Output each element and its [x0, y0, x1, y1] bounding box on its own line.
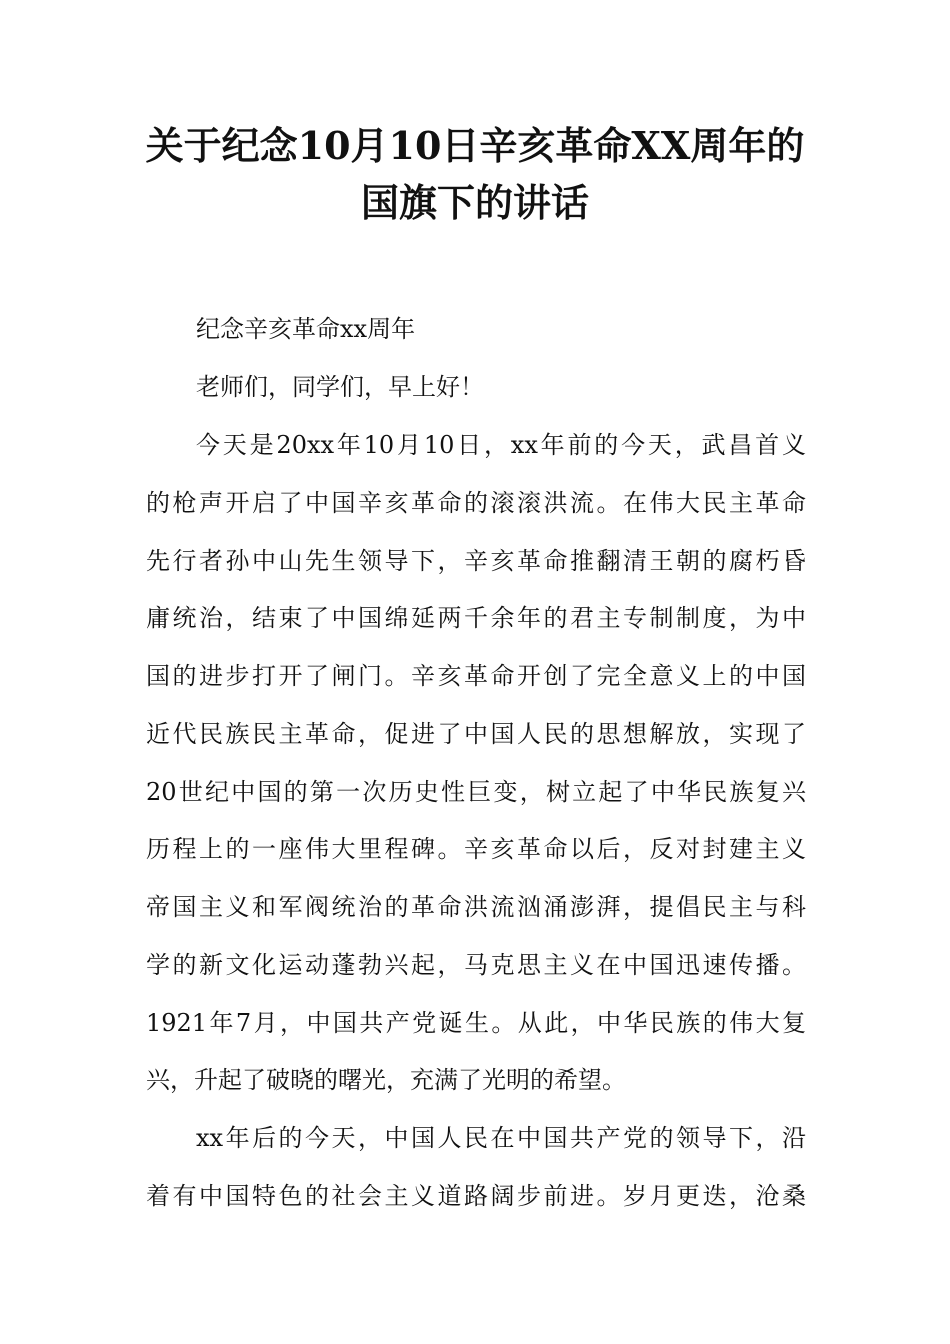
paragraph-1-line: 近代民族民主革命，促进了中国人民的思想解放，实现了	[146, 720, 806, 748]
paragraph-1-line: 先行者孙中山先生领导下，辛亥革命推翻清王朝的腐朽昏	[146, 547, 806, 575]
document-title-line-2: 国旗下的讲话	[360, 180, 589, 225]
paragraph-1-line: 国的进步打开了闸门。辛亥革命开创了完全意义上的中国	[146, 662, 806, 690]
speech-greeting: 老师们，同学们，早上好！	[196, 373, 484, 401]
paragraph-2-line: 着有中国特色的社会主义道路阔步前进。岁月更迭，沧桑	[146, 1182, 806, 1210]
document-title-line-1: 关于纪念10月10日辛亥革命XX周年的	[145, 123, 805, 168]
paragraph-1-line: 20世纪中国的第一次历史性巨变，树立起了中华民族复兴	[146, 778, 806, 806]
paragraph-1-line: 学的新文化运动蓬勃兴起，马克思主义在中国迅速传播。	[146, 951, 806, 979]
paragraph-1-line: 帝国主义和军阀统治的革命洪流汹涌澎湃，提倡民主与科	[146, 893, 806, 921]
speech-subtitle: 纪念辛亥革命xx周年	[196, 315, 416, 343]
paragraph-1-line: 历程上的一座伟大里程碑。辛亥革命以后，反对封建主义	[146, 835, 806, 863]
paragraph-1-line: 的枪声开启了中国辛亥革命的滚滚洪流。在伟大民主革命	[146, 489, 806, 517]
paragraph-1-line: 庸统治，结束了中国绵延两千余年的君主专制制度，为中	[146, 604, 806, 632]
paragraph-1-line: 今天是20xx年10月10日，xx年前的今天，武昌首义	[196, 431, 806, 459]
paragraph-2-line: xx年后的今天，中国人民在中国共产党的领导下，沿	[196, 1124, 806, 1152]
paragraph-1-line: 兴，升起了破晓的曙光，充满了光明的希望。	[146, 1066, 626, 1094]
paragraph-1-line: 1921年7月，中国共产党诞生。从此，中华民族的伟大复	[146, 1009, 806, 1037]
